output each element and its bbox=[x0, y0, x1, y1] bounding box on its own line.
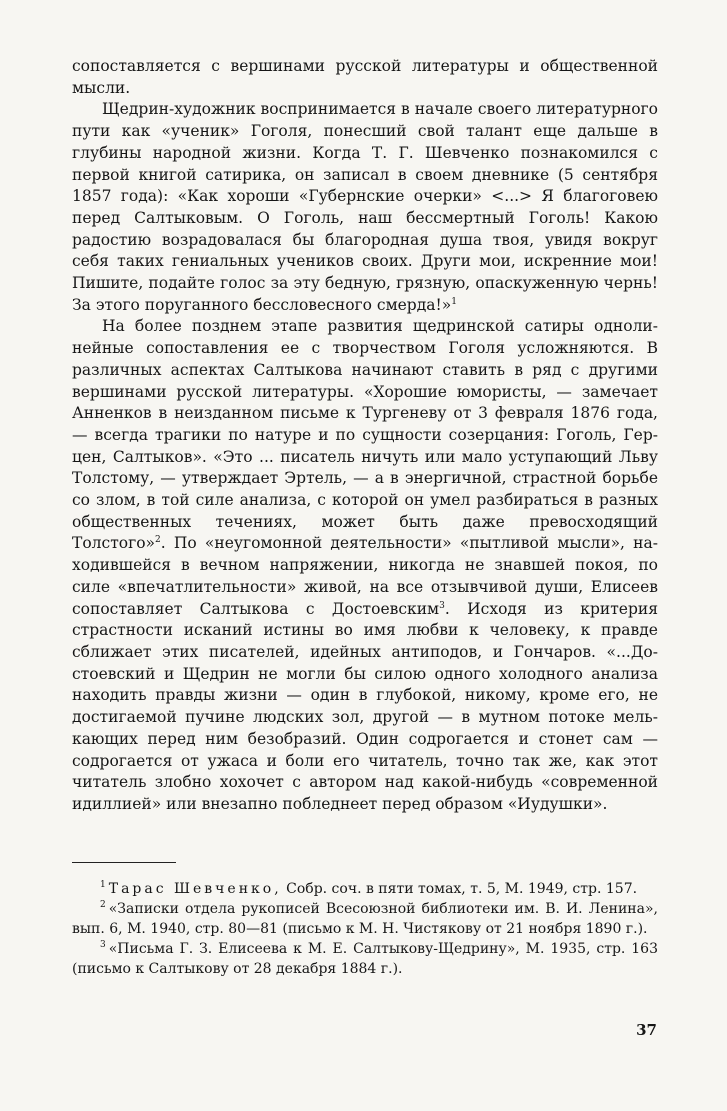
footnote-3: $^3$ «Письма Г. З. Елисеева к М. Е. Салтыкову-Щедрину», М. 1935, стр. 163 (письмо к Салтыкову от 28 декабря 1884 г.). bbox=[72, 940, 658, 977]
paragraph-gogol: Щедрин-художник воспринимается в начале своего литературного пути как «ученик» Гоголя, понесший свой талант еще дальше в глубины народной жизни. Когда Т. Г. Шевченко познакомился с первой книгой сатирика, он записал в своем дневнике (5 сентября 1857 года): «Как хороши «Губернские очерки» <...> Я благоговею перед Салтыковым. О Гоголь, наш бессмертный Гоголь! Какою радостию возрадовалася бы благородная душа твоя, увидя вокруг себя таких гениальных учеников своих. Други мои, искренние мои! Пишите, подайте голос за эту бедную, грязную, опаскуженную чернь! За этого поруганного бессловесного смерда!»$^1$ bbox=[72, 100, 658, 314]
footnote-ref-2: 2 bbox=[155, 535, 161, 546]
footnote-author: Тарас Шевченко, bbox=[108, 881, 282, 897]
footnote-ref-1: 1 bbox=[451, 296, 457, 307]
paragraph-comparisons: На более позднем этапе развития щедринской сатиры однолинейные сопоставления ее с творчеством Гоголя усложняются. В различных аспектах Салтыкова начинают ставить в ряд с другими вершинами русской литературы. «Хорошие юмористы, — замечает Анненков в неизданном письме к Тургеневу от 3 февраля 1876 года, — всегда трагики по натуре и по сущности созерцания: Гоголь, Герцен, Салтыков». «Это ... писатель ничуть или мало уступающий Льву Толстому, — утверждает Эртель, — а в энергичной, страстной борьбе со злом, в той силе анализа, с которой он умел разбираться в разных общественных течениях, может быть даже превосходящий Толстого»$^2$. По «неугомонной деятельности» «пытливой мысли», находившейся в вечном напряжении, никогда не знавшей покоя, по силе «впечатлительности» живой, на все отзывчивой души, Елисеев сопоставляет Салтыкова с Достоевским$^3$. Исходя из критерия страстности исканий истины во имя любви к человеку, к правде сближает этих писателей, идейных антиподов, и Гончаров. «...Достоевский и Щедрин не могли бы силою одного холодного анализа находить правды жизни — один в глубокой, никому, кроме его, не достигаемой пучине людских зол, другой — в мутном потоке мелькающих перед ним безобразий. Один содрогается и стонет сам — содрогается от ужаса и боли его читатель, точно так же, как этот читатель злобно хохочет с автором над какой-нибудь «современной идиллией» или внезапно побледнеет перед образом «Иудушки». bbox=[72, 317, 658, 813]
footnote-ref-3: 3 bbox=[439, 600, 445, 611]
footnote-1: $^1$ Тарас Шевченко, Собр. соч. в пяти томах, т. 5, М. 1949, стр. 157. bbox=[100, 880, 638, 897]
main-text bbox=[72, 56, 658, 816]
footnotes bbox=[72, 879, 658, 979]
paragraph-continuation: сопоставляется с вершинами русской литературы и общественной мысли. bbox=[72, 57, 658, 97]
footnote-divider bbox=[72, 862, 176, 863]
footnote-2: $^2$ «Записки отдела рукописей Всесоюзной библиотеки им. В. И. Ленина», вып. 6, М. 1940, стр. 80—81 (письмо к М. Н. Чистякову от 21 ноября 1890 г.). bbox=[72, 900, 658, 937]
page-number: 37 bbox=[636, 1021, 657, 1039]
